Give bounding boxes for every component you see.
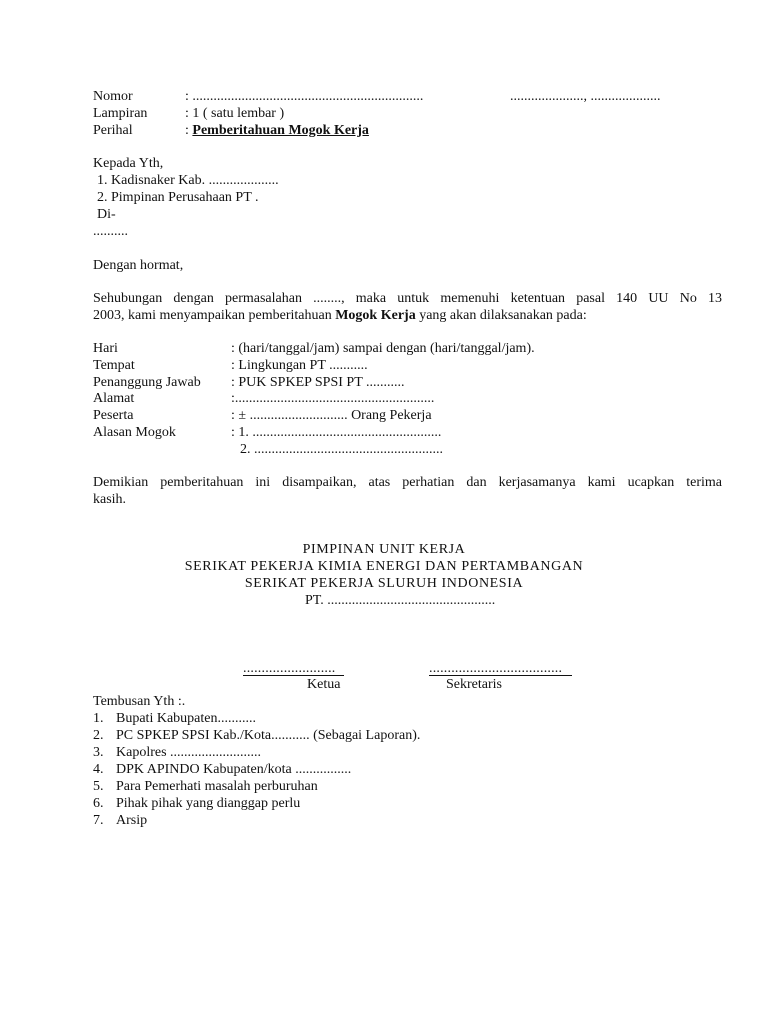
list-item: [93, 761, 351, 778]
list-item-text: PC SPKEP SPSI Kab./Kota........... (Sebagai Laporan).: [116, 728, 421, 743]
sekretaris-label: Sekretaris: [446, 677, 502, 692]
list-item: [93, 795, 300, 812]
recipient-line-4: ..........: [93, 224, 128, 239]
list-item-number: 2.: [93, 728, 104, 743]
list-item: [93, 727, 420, 744]
body-mogok-kerja: Mogok Kerja: [335, 308, 416, 323]
list-item-text: Kapolres ..........................: [116, 745, 262, 760]
recipient-greeting: Kepada Yth,: [93, 156, 164, 171]
detail-label-tempat: Tempat: [93, 358, 135, 373]
salutation: Dengan hormat,: [93, 258, 184, 273]
detail-label-alamat: Alamat: [93, 391, 135, 406]
detail-label-hari: Hari: [93, 341, 118, 356]
org-line-2: SERIKAT PEKERJA KIMIA ENERGI DAN PERTAMBANGAN: [184, 559, 584, 574]
perihal-colon: :: [185, 123, 193, 138]
body-line-2-c: yang akan dilaksanakan pada:: [415, 308, 587, 323]
list-item-number: 4.: [93, 762, 104, 777]
detail-label-penanggung-jawab: Penanggung Jawab: [93, 375, 201, 390]
org-line-4: PT. ................................................: [305, 593, 496, 608]
org-line-3: SERIKAT PEKERJA SLURUH INDONESIA: [244, 576, 524, 591]
list-item-text: Pihak pihak yang dianggap perlu: [116, 796, 301, 811]
recipient-line-3: Di-: [97, 207, 116, 222]
body-line-1: Sehubungan dengan permasalahan ........, maka untuk memenuhi ketentuan pasal 140 UU No 13: [93, 291, 722, 306]
closing-line-2: kasih.: [93, 492, 127, 507]
list-item-text: Arsip: [116, 813, 148, 828]
detail-label-peserta: Peserta: [93, 408, 134, 423]
tembusan-title: Tembusan Yth :.: [93, 694, 186, 709]
list-item: [93, 710, 256, 727]
list-item-number: 7.: [93, 813, 104, 828]
detail-value-peserta: : ± ............................ Orang Pekerja: [231, 408, 432, 423]
perihal-value: Pemberitahuan Mogok Kerja: [192, 123, 369, 138]
detail-value-hari: : (hari/tanggal/jam) sampai dengan (hari/tanggal/jam).: [231, 341, 535, 356]
body-line-2: [93, 307, 587, 324]
sekretaris-signature-dots: ....................................: [429, 661, 563, 676]
list-item: [93, 812, 147, 829]
nomor-value: : ..................................................................: [185, 89, 424, 104]
list-item: [93, 778, 318, 795]
list-item-number: 6.: [93, 796, 104, 811]
detail-value-penanggung-jawab: : PUK SPKEP SPSI PT ...........: [231, 375, 405, 390]
nomor-label: Nomor: [93, 89, 133, 104]
list-item-text: Bupati Kabupaten...........: [116, 711, 256, 726]
detail-value-alamat: :.........................................................: [231, 391, 435, 406]
recipient-line-1: 1. Kadisnaker Kab. ....................: [97, 173, 279, 188]
lampiran-label: Lampiran: [93, 106, 148, 121]
perihal-label: Perihal: [93, 123, 133, 138]
ketua-label: Ketua: [307, 677, 341, 692]
detail-value-alasan-1: : 1. ......................................................: [231, 425, 442, 440]
org-line-1: PIMPINAN UNIT KERJA: [302, 542, 466, 557]
closing-line-1: Demikian pemberitahuan ini disampaikan, atas perhatian dan kerjasamanya kami ucapkan terima: [93, 475, 722, 490]
detail-value-alasan-2: 2. ......................................................: [240, 442, 443, 457]
detail-value-tempat: : Lingkungan PT ...........: [231, 358, 368, 373]
date-place: ....................., ....................: [510, 89, 661, 104]
list-item-text: DPK APINDO Kabupaten/kota ................: [116, 762, 352, 777]
list-item-number: 3.: [93, 745, 104, 760]
list-item-number: 1.: [93, 711, 104, 726]
list-item-text: Para Pemerhati masalah perburuhan: [116, 779, 318, 794]
list-item: [93, 744, 261, 761]
list-item-number: 5.: [93, 779, 104, 794]
body-line-2-a: 2003, kami menyampaikan pemberitahuan: [93, 308, 336, 323]
lampiran-value: : 1 ( satu lembar ): [185, 106, 285, 121]
recipient-line-2: 2. Pimpinan Perusahaan PT .: [97, 190, 259, 205]
detail-label-alasan-mogok: Alasan Mogok: [93, 425, 176, 440]
ketua-signature-dots: .........................: [243, 661, 336, 676]
perihal-field: [185, 122, 369, 139]
